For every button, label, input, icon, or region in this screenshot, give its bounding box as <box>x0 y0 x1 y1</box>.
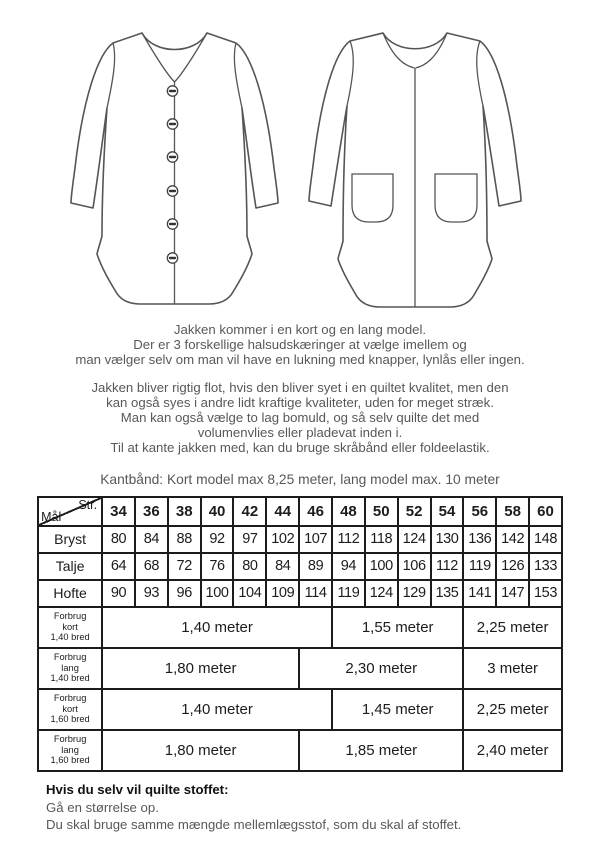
fabric-label <box>38 689 102 730</box>
intro-line: Jakken kommer i en kort og en lang model. <box>173 322 427 337</box>
intro-line: man vælger selv om man vil have en lukning med knapper, lynlås eller ingen. <box>75 352 525 368</box>
fabric-label-line: Forbrug <box>53 734 87 745</box>
measure-cell: 133 <box>529 553 562 580</box>
size-header-cell: 52 <box>398 497 431 526</box>
size-header-cell: 56 <box>463 497 496 526</box>
measure-cell: 142 <box>496 526 529 553</box>
measure-cell: 119 <box>332 580 365 607</box>
fabric-label <box>38 730 102 771</box>
measure-cell: 107 <box>299 526 332 553</box>
measurement-row-hofte <box>38 580 562 607</box>
size-header-cell: 34 <box>102 497 135 526</box>
fabric-label-line: lang <box>61 662 79 673</box>
measure-cell: 97 <box>233 526 266 553</box>
v-neck-right-edge <box>175 33 208 82</box>
intro-line: Der er 3 forskellige halsudskæringer at vælge imellem og <box>133 337 467 353</box>
fabric-label-line: kort <box>62 621 78 632</box>
size-header-cell: 44 <box>266 497 299 526</box>
measurement-row-bryst <box>38 526 562 553</box>
v-neck-left-edge <box>142 33 175 82</box>
fabric-cell: 1,40 meter <box>102 607 332 648</box>
measure-cell: 64 <box>102 553 135 580</box>
fabric-label <box>38 648 102 689</box>
fabric-cell: 1,40 meter <box>102 689 332 730</box>
paragraph-models <box>0 322 600 368</box>
fabric-cell: 2,25 meter <box>463 689 562 730</box>
fabric-row-kort-160 <box>38 689 562 730</box>
fabric-label-line: kort <box>62 703 78 714</box>
measure-cell: 112 <box>332 526 365 553</box>
measure-cell: 93 <box>135 580 168 607</box>
table-header-row <box>38 497 562 526</box>
armhole-left <box>347 41 353 106</box>
fabric-label-line: 1,60 bred <box>50 755 90 766</box>
measure-cell: 102 <box>266 526 299 553</box>
patch-pocket-right <box>435 174 477 222</box>
measure-cell: 109 <box>266 580 299 607</box>
armhole-right <box>234 43 242 108</box>
measure-label: Talje <box>38 553 102 580</box>
measure-cell: 124 <box>365 580 398 607</box>
fabric-label-line: 1,40 bred <box>50 673 90 684</box>
size-header-cell: 38 <box>168 497 201 526</box>
measure-cell: 100 <box>365 553 398 580</box>
size-header-cell: 42 <box>233 497 266 526</box>
fabric-row-lang-160 <box>38 730 562 771</box>
measure-cell: 147 <box>496 580 529 607</box>
short-model-illustration <box>60 20 300 316</box>
armhole-left <box>107 43 115 108</box>
measure-cell: 136 <box>463 526 496 553</box>
measure-cell: 135 <box>431 580 464 607</box>
size-header-cell: 48 <box>332 497 365 526</box>
measure-cell: 80 <box>102 526 135 553</box>
measure-cell: 124 <box>398 526 431 553</box>
measure-cell: 68 <box>135 553 168 580</box>
measure-cell: 118 <box>365 526 398 553</box>
measure-label: Bryst <box>38 526 102 553</box>
quilting-note <box>46 781 600 834</box>
intro-line: kan også syes i andre lidt kraftige kvaliteter, uden for meget stræk. <box>106 394 494 410</box>
measure-cell: 94 <box>332 553 365 580</box>
measurement-row-talje <box>38 553 562 580</box>
fabric-label-line: Forbrug <box>53 693 87 704</box>
measure-cell: 84 <box>266 553 299 580</box>
measure-label: Hofte <box>38 580 102 607</box>
measure-cell: 88 <box>168 526 201 553</box>
fabric-cell: 2,30 meter <box>299 648 463 689</box>
size-header-cell: 58 <box>496 497 529 526</box>
fabric-label-line: 1,40 bred <box>50 632 90 643</box>
size-header-cell: 54 <box>431 497 464 526</box>
measure-cell: 80 <box>233 553 266 580</box>
patch-pocket-left <box>352 174 393 222</box>
measure-cell: 92 <box>201 526 234 553</box>
measure-cell: 148 <box>529 526 562 553</box>
measure-cell: 141 <box>463 580 496 607</box>
measure-cell: 129 <box>398 580 431 607</box>
button-column <box>167 86 177 263</box>
measure-cell: 72 <box>168 553 201 580</box>
measure-cell: 89 <box>299 553 332 580</box>
fabric-label-line: lang <box>61 744 79 755</box>
measure-cell: 153 <box>529 580 562 607</box>
fabric-label-line: Forbrug <box>53 652 87 663</box>
corner-maal-label: Mål <box>41 509 62 524</box>
quilting-note-line: Du skal bruge samme mængde mellemlægsstof, som du skal af stoffet. <box>46 817 462 833</box>
measure-cell: 100 <box>201 580 234 607</box>
size-header-cell: 40 <box>201 497 234 526</box>
armhole-right <box>477 41 483 106</box>
fabric-cell: 1,80 meter <box>102 730 299 771</box>
intro-text <box>0 322 600 487</box>
measure-cell: 96 <box>168 580 201 607</box>
fabric-row-kort-140 <box>38 607 562 648</box>
fabric-cell: 1,55 meter <box>332 607 463 648</box>
fabric-cell: 1,85 meter <box>299 730 463 771</box>
fabric-cell: 2,25 meter <box>463 607 562 648</box>
measure-cell: 119 <box>463 553 496 580</box>
intro-line: Jakken bliver rigtig flot, hvis den bliver syet i en quiltet kvalitet, men den <box>91 379 509 395</box>
size-header-cell: 60 <box>529 497 562 526</box>
fabric-cell: 1,45 meter <box>332 689 463 730</box>
size-header-cell: 50 <box>365 497 398 526</box>
measure-cell: 76 <box>201 553 234 580</box>
measure-cell: 112 <box>431 553 464 580</box>
fabric-cell: 2,40 meter <box>463 730 562 771</box>
size-header-cell: 36 <box>135 497 168 526</box>
intro-line: volumenvlies eller pladevat inden i. <box>197 425 403 441</box>
illustration-row <box>0 0 600 316</box>
measure-cell: 104 <box>233 580 266 607</box>
measure-cell: 130 <box>431 526 464 553</box>
quilting-note-line: Gå en størrelse op. <box>46 799 159 815</box>
intro-line: Til at kante jakken med, kan du bruge skråbånd eller foldeelastik. <box>110 440 490 456</box>
fabric-label-line: Forbrug <box>53 611 87 622</box>
fabric-row-lang-140 <box>38 648 562 689</box>
corner-str-label: Str. <box>78 497 98 512</box>
fabric-label-line: 1,60 bred <box>50 714 90 725</box>
fabric-cell: 1,80 meter <box>102 648 299 689</box>
measure-cell: 84 <box>135 526 168 553</box>
paragraph-fabric <box>0 380 600 456</box>
corner-cell <box>38 497 102 526</box>
measure-cell: 106 <box>398 553 431 580</box>
measure-cell: 114 <box>299 580 332 607</box>
intro-line: Man kan også vælge to lag bomuld, og så selv quilte det med <box>120 410 480 426</box>
measure-cell: 126 <box>496 553 529 580</box>
fabric-label <box>38 607 102 648</box>
quilting-note-heading: Hvis du selv vil quilte stoffet: <box>46 781 229 797</box>
fabric-cell: 3 meter <box>463 648 562 689</box>
size-header-cell: 46 <box>299 497 332 526</box>
kantbaand-note: Kantbånd: Kort model max 8,25 meter, lang model max. 10 meter <box>100 471 500 487</box>
size-table <box>37 496 563 772</box>
long-model-illustration <box>300 20 540 316</box>
measure-cell: 90 <box>102 580 135 607</box>
